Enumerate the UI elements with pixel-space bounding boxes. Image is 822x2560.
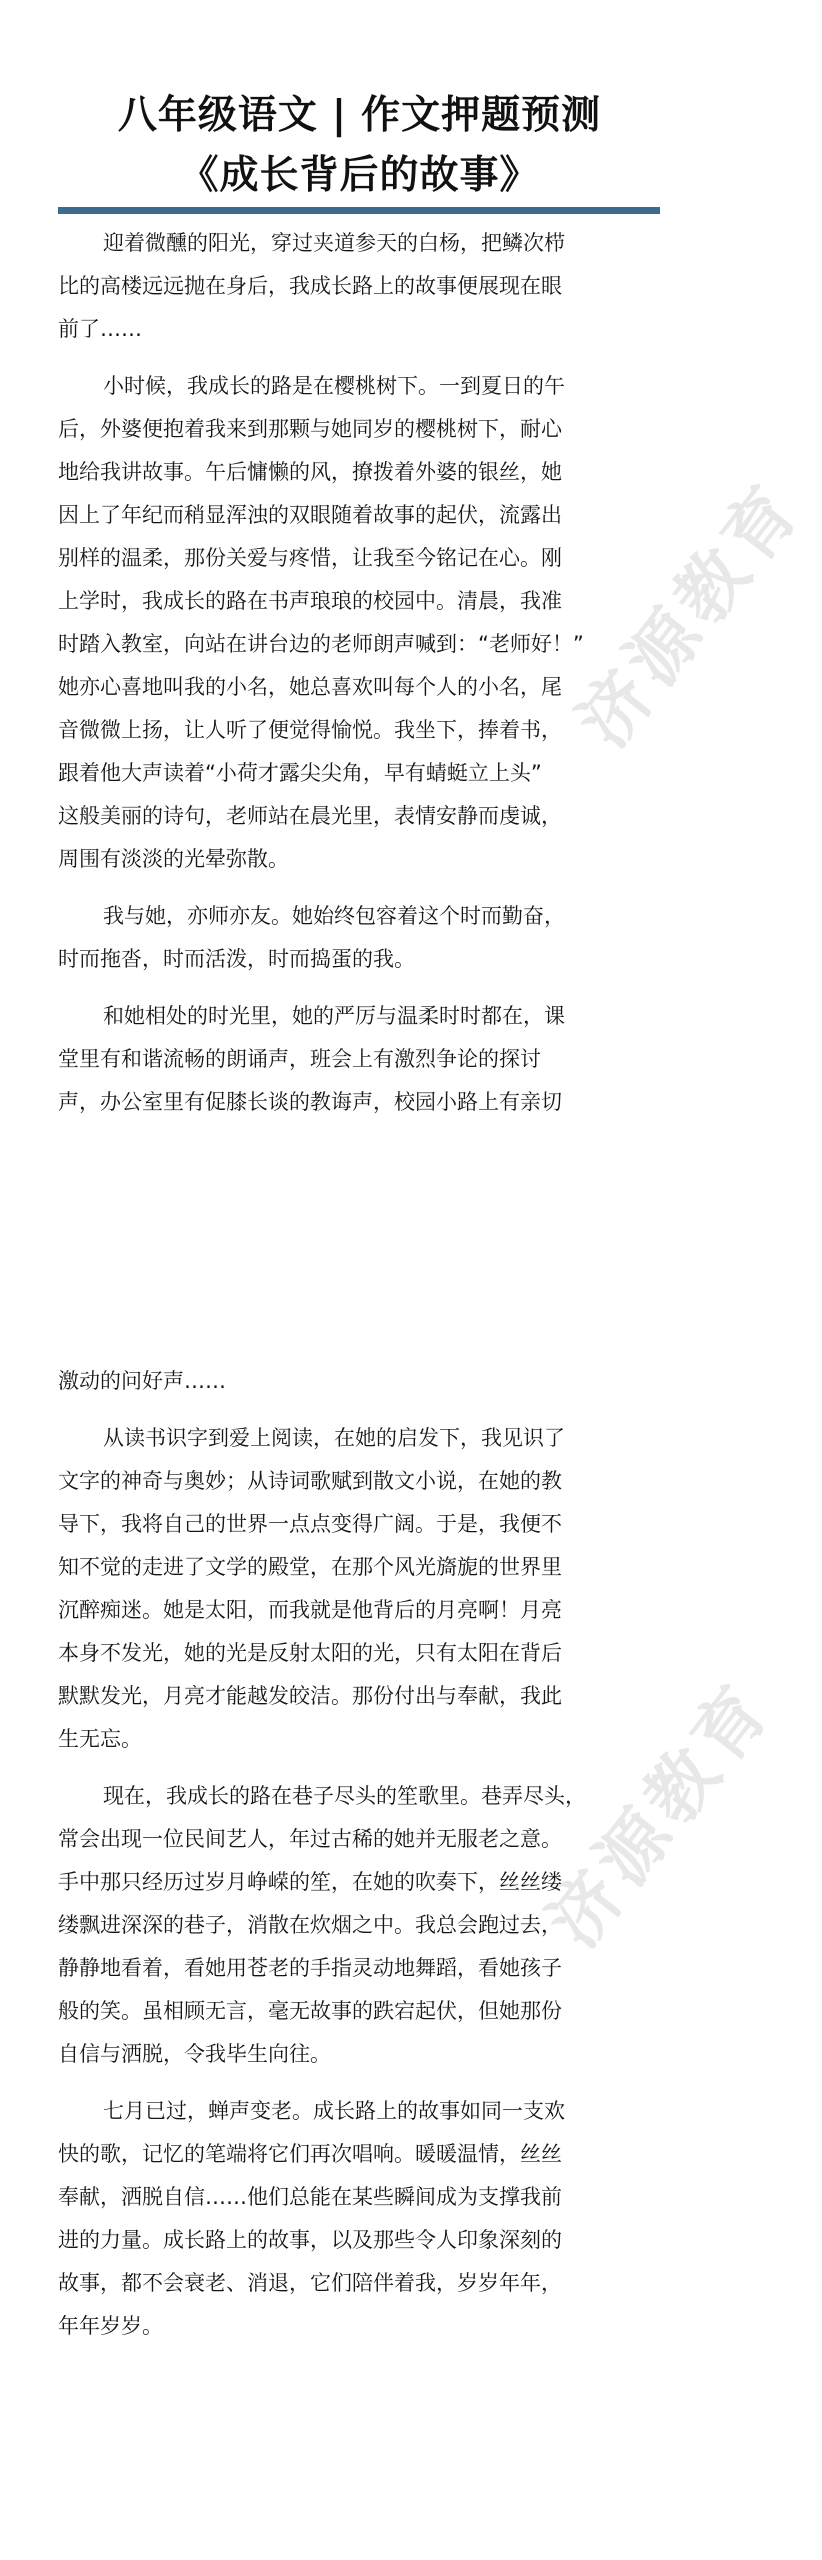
title-line-2: 《成长背后的故事》 bbox=[179, 153, 540, 198]
essay-line: 我与她，亦师亦友。她始终包容着这个时而勤奋， bbox=[103, 904, 565, 928]
essay-line: 生无忘。 bbox=[58, 1727, 142, 1751]
essay-line: 缕飘进深深的巷子，消散在炊烟之中。我总会跑过去， bbox=[58, 1913, 562, 1937]
title-topic: 作文押题预测 bbox=[361, 93, 602, 138]
essay-line: 自信与洒脱，令我毕生向往。 bbox=[58, 2042, 331, 2066]
essay-line: 进的力量。成长路上的故事，以及那些令人印象深刻的 bbox=[58, 2228, 562, 2252]
essay-line: 比的高楼远远抛在身后，我成长路上的故事便展现在眼 bbox=[58, 274, 562, 298]
essay-line: 本身不发光，她的光是反射太阳的光，只有太阳在背后 bbox=[58, 1641, 562, 1665]
essay-line: 七月已过，蝉声变老。成长路上的故事如同一支欢 bbox=[103, 2099, 565, 2123]
watermark: 济源教育 bbox=[561, 465, 819, 763]
title-divider bbox=[58, 207, 660, 214]
essay-line: 别样的温柔，那份关爱与疼惜，让我至今铭记在心。刚 bbox=[58, 546, 562, 570]
essay-line: 声，办公室里有促膝长谈的教诲声，校园小路上有亲切 bbox=[58, 1090, 562, 1114]
essay-line: 上学时，我成长的路在书声琅琅的校园中。清晨，我准 bbox=[58, 589, 562, 613]
essay-line: 文字的神奇与奥妙；从诗词歌赋到散文小说，在她的教 bbox=[58, 1469, 562, 1493]
essay-line: 默默发光，月亮才能越发皎洁。那份付出与奉献，我此 bbox=[58, 1684, 562, 1708]
essay-line: 沉醉痴迷。她是太阳，而我就是他背后的月亮啊！月亮 bbox=[58, 1598, 562, 1622]
essay-line: 时而拖沓，时而活泼，时而捣蛋的我。 bbox=[58, 947, 415, 971]
essay-line: 后，外婆便抱着我来到那颗与她同岁的樱桃树下，耐心 bbox=[58, 417, 562, 441]
essay-line: 般的笑。虽相顾无言，毫无故事的跌宕起伏，但她那份 bbox=[58, 1999, 562, 2023]
essay-line: 因上了年纪而稍显浑浊的双眼随着故事的起伏，流露出 bbox=[58, 503, 562, 527]
essay-line: 奉献，洒脱自信……他们总能在某些瞬间成为支撑我前 bbox=[58, 2185, 562, 2209]
essay-line: 堂里有和谐流畅的朗诵声，班会上有激烈争论的探讨 bbox=[58, 1047, 541, 1071]
title-subject: 八年级语文 bbox=[117, 93, 318, 138]
essay-line: 常会出现一位民间艺人，年过古稀的她并无服老之意。 bbox=[58, 1827, 562, 1851]
essay-line: 静静地看着，看她用苍老的手指灵动地舞蹈，看她孩子 bbox=[58, 1956, 562, 1980]
essay-line: 导下，我将自己的世界一点点变得广阔。于是，我便不 bbox=[58, 1512, 562, 1536]
essay-line: 时踏入教室，向站在讲台边的老师朗声喊到：“老师好！” bbox=[58, 632, 584, 656]
essay-line: 地给我讲故事。午后慵懒的风，撩拨着外婆的银丝，她 bbox=[58, 460, 562, 484]
essay-line: 故事，都不会衰老、消退，它们陪伴着我，岁岁年年， bbox=[58, 2271, 562, 2295]
essay-line: 和她相处的时光里，她的严厉与温柔时时都在，课 bbox=[103, 1004, 565, 1028]
essay-line: 现在，我成长的路在巷子尽头的笙歌里。巷弄尽头， bbox=[103, 1784, 586, 1808]
essay-line: 激动的问好声…… bbox=[58, 1369, 226, 1393]
essay-line: 知不觉的走进了文学的殿堂，在那个风光旖旎的世界里 bbox=[58, 1555, 562, 1579]
essay-line: 这般美丽的诗句，老师站在晨光里，表情安静而虔诚， bbox=[58, 804, 562, 828]
essay-line: 前了…… bbox=[58, 317, 142, 341]
essay-line: 手中那只经历过岁月峥嵘的笙，在她的吹奏下，丝丝缕 bbox=[58, 1870, 562, 1894]
essay-line: 音微微上扬，让人听了便觉得愉悦。我坐下，捧着书， bbox=[58, 718, 562, 742]
essay-line: 迎着微醺的阳光，穿过夹道参天的白杨，把鳞次栉 bbox=[103, 231, 565, 255]
essay-line: 从读书识字到爱上阅读，在她的启发下，我见识了 bbox=[103, 1426, 565, 1450]
essay-line: 周围有淡淡的光晕弥散。 bbox=[58, 847, 289, 871]
essay-line: 年年岁岁。 bbox=[58, 2314, 163, 2338]
essay-line: 她亦心喜地叫我的小名，她总喜欢叫每个人的小名，尾 bbox=[58, 675, 562, 699]
title-line-1 bbox=[0, 88, 719, 144]
essay-line: 快的歌，记忆的笔端将它们再次唱响。暖暖温情，丝丝 bbox=[58, 2142, 562, 2166]
essay-line: 跟着他大声读着“小荷才露尖尖角，早有蜻蜓立上头” bbox=[58, 761, 542, 785]
watermark: 济源教育 bbox=[531, 1665, 789, 1963]
essay-line: 小时候，我成长的路是在樱桃树下。一到夏日的午 bbox=[103, 374, 565, 398]
title-separator: | bbox=[331, 93, 348, 138]
